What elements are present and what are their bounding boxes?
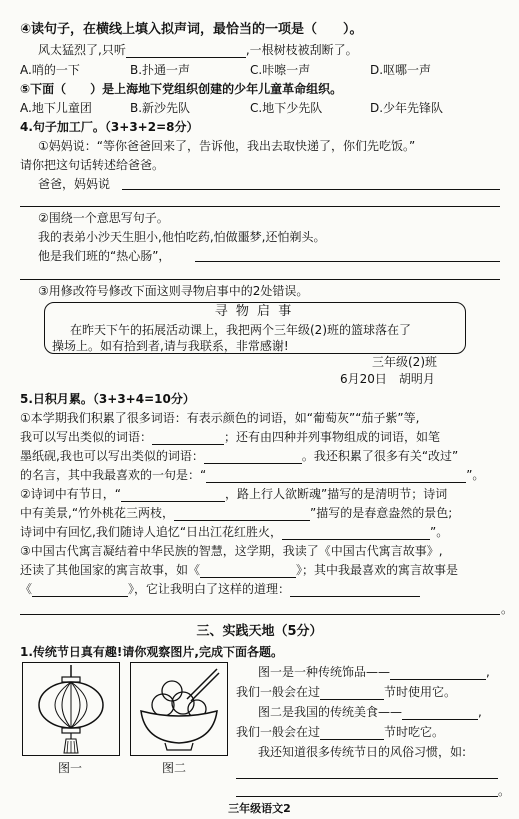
answer-line[interactable]	[236, 778, 498, 779]
fill-blank[interactable]	[206, 470, 466, 483]
s3-row3	[258, 704, 482, 720]
s4-item2-line2: 我的表弟小沙天生胆小,他怕吃药,怕做噩梦,还怕剃头。	[38, 230, 326, 244]
fill-blank[interactable]	[200, 565, 296, 578]
s5-line11-end: 。	[501, 602, 514, 616]
s4-item2-line1: ②围绕一个意思写句子。	[38, 211, 169, 225]
fill-blank[interactable]	[402, 707, 478, 720]
s5-line9-a: 还读了其他国家的寓言故事，如《	[20, 563, 201, 577]
answer-line[interactable]	[20, 279, 500, 280]
notice-signature-class: 三年级(2)班	[372, 355, 437, 369]
s3-row3-b: ,	[478, 705, 482, 719]
fill-blank[interactable]	[290, 584, 420, 597]
s5-line10	[20, 581, 420, 597]
s5-line3	[20, 448, 458, 464]
figure2-caption: 图二	[162, 761, 187, 775]
s3-row5: 我还知道很多传统节日的风俗习惯，如:	[258, 745, 467, 759]
s5-line6-b: ”描写的是春意盎然的景色;	[310, 506, 453, 520]
s5-line7-b: ”。	[430, 525, 449, 539]
section4-title: 4.句子加工厂。（3+3+2=8分）	[20, 120, 199, 134]
section5-title: 5.日积月累。（3+3+4=10分）	[20, 392, 195, 406]
q4-option-a: A.哨的一下	[20, 63, 80, 77]
q5-option-c: C.地下少先队	[250, 101, 323, 115]
fill-blank[interactable]	[320, 727, 384, 740]
q4-sentence-b: ,一根树枝被刮断了。	[245, 43, 358, 57]
q4-blank[interactable]	[126, 45, 246, 58]
fill-blank[interactable]	[204, 451, 302, 464]
s5-line10-b: 》，它让我明白了这样的道理：	[128, 582, 291, 596]
s3-row4-a: 我们一般会在过	[236, 725, 321, 739]
s4-item3: ③用修改符号修改下面这则寻物启事中的2处错误。	[38, 284, 309, 298]
s3-row4-b: 节时吃它。	[384, 725, 445, 739]
s3-row2	[236, 684, 456, 700]
s5-line2-b: ；还有由四种并列事物组成的词语，如笔	[224, 430, 441, 444]
q4-sentence	[38, 42, 358, 58]
notice-title: 寻 物 启 事	[214, 304, 294, 319]
s5-line4-b: ”。	[466, 468, 485, 482]
notice-line2: 操场上。如有拾到者,请与我联系，非常感谢!	[52, 339, 289, 353]
s4-item2-line3: 他是我们班的“热心肠”，	[38, 249, 171, 263]
s5-line3-a: 墨纸砚,我也可以写出类似的词语：	[20, 449, 204, 463]
q4-sentence-a: 风太猛烈了,只听	[38, 43, 126, 57]
fill-blank[interactable]	[152, 432, 224, 445]
s5-line5-b: ，路上行人欲断魂”描写的是清明节；诗词	[224, 487, 448, 501]
q4-option-b: B.扑通一声	[130, 63, 191, 77]
s5-line6-a: 中有美景,“竹外桃花三两枝，	[20, 506, 175, 520]
s5-line1: ①本学期我们积累了很多词语：有表示颜色的词语，如“葡萄灰”“茄子紫”等,	[20, 411, 420, 425]
notice-signature-date: 6月20日 胡明月	[340, 372, 435, 386]
s5-line2-a: 我可以写出类似的词语：	[20, 430, 153, 444]
fill-blank[interactable]	[121, 489, 225, 502]
s5-line9	[20, 562, 458, 578]
q4-option-d: D.呕哪一声	[370, 63, 432, 77]
s3-row1-a: 图一是一种传统饰品——	[258, 665, 391, 679]
s3-question1: 1.传统节日真有趣!请你观察图片,完成下面各题。	[20, 645, 283, 659]
figure2-frame	[130, 662, 228, 756]
tangyuan-bowl-icon	[131, 663, 227, 755]
fill-blank[interactable]	[174, 508, 310, 521]
s3-row1	[258, 664, 490, 680]
s4-item1-line2: 请你把这句话转述给爸爸。	[20, 158, 165, 172]
q5-stem: ⑤下面（ ）是上海地下党组织创建的少年儿童革命组织。	[20, 82, 343, 96]
q5-option-b: B.新沙先队	[130, 101, 191, 115]
s5-line4-a: 的名言，其中我最喜欢的一句是：“	[20, 468, 207, 482]
answer-line[interactable]	[195, 261, 500, 262]
q4-option-c: C.咔嚓一声	[250, 63, 311, 77]
page-footer: 三年级语文2	[228, 802, 291, 815]
s5-line2	[20, 429, 440, 445]
s5-line3-b: 。我还积累了很多有关“改过”	[301, 449, 459, 463]
fill-blank[interactable]	[32, 584, 128, 597]
s5-line5-a: ②诗词中有节日，“	[20, 487, 121, 501]
s3-row2-b: 节时使用它。	[384, 685, 457, 699]
s5-line6	[20, 505, 452, 521]
notice-line1: 在昨天下午的拓展活动课上，我把两个三年级(2)班的篮球落在了	[70, 323, 412, 337]
q4-stem: ④读句子，在横线上填入拟声词，最恰当的一项是（ ）。	[20, 22, 363, 37]
s3-row3-a: 图二是我国的传统美食——	[258, 705, 403, 719]
s5-line10-a: 《	[20, 582, 33, 596]
figure1-frame	[22, 662, 120, 756]
fill-blank[interactable]	[282, 527, 430, 540]
s5-line4	[20, 467, 484, 483]
s3-row6-end: 。	[498, 784, 511, 798]
s5-line7	[20, 524, 448, 540]
answer-line[interactable]	[20, 206, 500, 207]
s5-line7-a: 诗词中有回忆,我们随诗人追忆“日出江花红胜火，	[20, 525, 283, 539]
s3-row4	[236, 724, 444, 740]
answer-line[interactable]	[20, 614, 500, 615]
s5-line5	[20, 486, 447, 502]
fill-blank[interactable]	[320, 687, 384, 700]
lantern-icon	[23, 663, 119, 755]
answer-line[interactable]	[122, 189, 500, 190]
s4-item1-line1: ①妈妈说：“等你爸爸回来了，告诉他，我出去取快递了，你们先吃饭。”	[38, 139, 416, 153]
fill-blank[interactable]	[390, 667, 486, 680]
q5-option-d: D.少年先锋队	[370, 101, 444, 115]
s3-row1-b: ,	[486, 665, 490, 679]
figure1-caption: 图一	[58, 761, 83, 775]
section3-title: 三、实践天地（5分）	[196, 624, 323, 639]
s5-line9-b: 》；其中我最喜欢的寓言故事是	[296, 563, 459, 577]
s5-line8: ③中国古代寓言凝结着中华民族的智慧，这学期，我读了《中国古代寓言故事》,	[20, 544, 443, 558]
q5-option-a: A.地下儿童团	[20, 101, 92, 115]
s3-row2-a: 我们一般会在过	[236, 685, 321, 699]
s4-item1-line3: 爸爸，妈妈说	[38, 177, 111, 191]
answer-line[interactable]	[236, 796, 498, 797]
